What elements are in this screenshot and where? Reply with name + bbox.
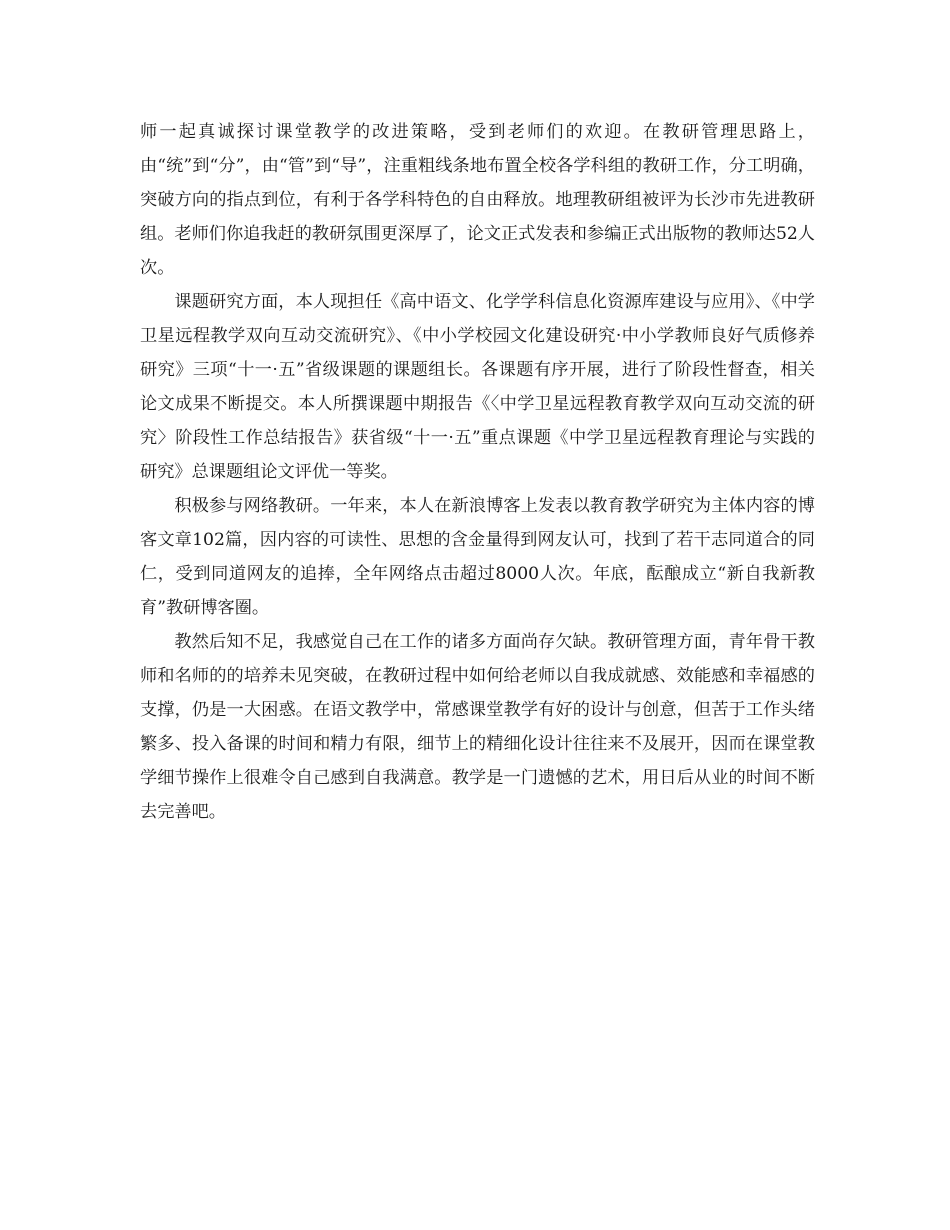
document-body (140, 115, 815, 829)
paragraph-teaching-research-management: 师一起真诚探讨课堂教学的改进策略，受到老师们的欢迎。在教研管理思路上，由“统”到“分”，由“管”到“导”，注重粗线条地布置全校各学科组的教研工作，分工明确，突破方向的指点到位，有利于各学科特色的自由释放。地理教研组被评为长沙市先进教研组。老师们你追我赶的教研氛围更深厚了，论文正式发表和参编正式出版物的教师达52人次。 (140, 122, 815, 278)
paragraph-project-research: 课题研究方面，本人现担任《高中语文、化学学科信息化资源库建设与应用》、《中学卫星远程教学双向互动交流研究》、《中小学校园文化建设研究·中小学教师良好气质修养研究》三项“十一·五”省级课题的课题组长。各课题有序开展，进行了阶段性督查，相关论文成果不断提交。本人所撰课题中期报告《〈中学卫星远程教育教学双向互动交流的研究〉阶段性工作总结报告》获省级“十一·五”重点课题《中学卫星远程教育理论与实践的研究》总课题组论文评优一等奖。 (140, 292, 815, 482)
paragraph-online-research: 积极参与网络教研。一年来，本人在新浪博客上发表以教育教学研究为主体内容的博客文章102篇，因内容的可读性、思想的含金量得到网友认可，找到了若干志同道合的同仁，受到同道网友的追捧，全年网络点击超过8000人次。年底，酝酿成立“新自我新教育”教研博客圈。 (140, 496, 815, 618)
paragraph-shortcomings: 教然后知不足，我感觉自己在工作的诸多方面尚存欠缺。教研管理方面，青年骨干教师和名师的的培养未见突破，在教研过程中如何给老师以自我成就感、效能感和幸福感的支撑，仍是一大困惑。在语文教学中，常感课堂教学有好的设计与创意，但苦于工作头绪繁多、投入备课的时间和精力有限，细节上的精细化设计往往来不及展开，因而在课堂教学细节操作上很难令自己感到自我满意。教学是一门遗憾的艺术，用日后从业的时间不断去完善吧。 (140, 632, 815, 822)
